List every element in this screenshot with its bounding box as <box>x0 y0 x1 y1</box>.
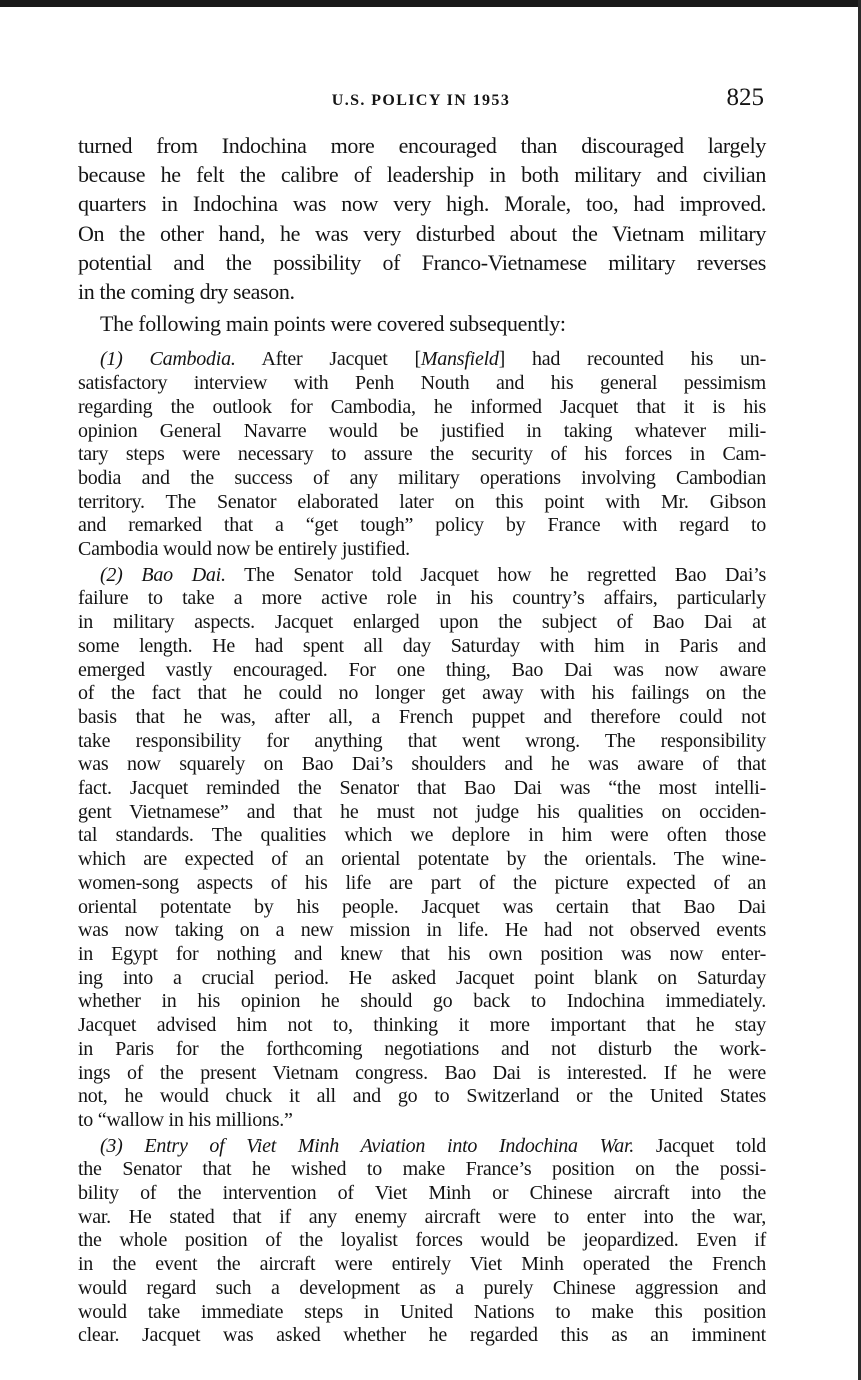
intro-paragraph <box>78 309 766 338</box>
text-fragment: The Senator told Jacquet how he regretted Bao Dai’s <box>225 563 767 586</box>
text-line: whether in his opinion he should go back to Indochina immediately. <box>78 990 766 1013</box>
text-line: of the fact that he could no longer get away with his failings on the <box>78 682 766 705</box>
text-line: in Egypt for nothing and knew that his own position was now enter- <box>78 943 766 965</box>
text-line: tal standards. The qualities which we deplore in him were often those <box>78 824 766 847</box>
text-line: clear. Jacquet was asked whether he regarded this as an imminent <box>78 1324 766 1347</box>
text-line: fact. Jacquet reminded the Senator that Bao Dai was “the most intelli- <box>78 777 766 800</box>
text-fragment: ] had recounted his un- <box>498 348 767 371</box>
text-line: failure to take a more active role in his country’s affairs, particularly <box>78 587 766 610</box>
text-line: was now taking on a new mission in life. He had not observed events <box>78 919 766 942</box>
point-bao-dai <box>78 564 766 1133</box>
text-line: in the coming dry season. <box>78 279 295 305</box>
text-line: war. He stated that if any enemy aircraft were to enter into the war, <box>78 1205 766 1228</box>
continued-paragraph <box>78 131 766 306</box>
text-line: The following main points were covered subsequently: <box>100 311 566 337</box>
text-line: ing into a crucial period. He asked Jacquet point blank on Saturday <box>78 966 766 989</box>
text-line: in military aspects. Jacquet enlarged upon the subject of Bao Dai at <box>78 611 766 634</box>
text-line: oriental potentate by his people. Jacquet was certain that Bao Dai <box>78 895 766 918</box>
text-line: potential and the possibility of Franco-Vietnamese military reverses <box>78 249 766 275</box>
text-line: and remarked that a “get tough” policy by France with regard to <box>78 514 766 537</box>
text-line: bility of the intervention of Viet Minh or Chinese aircraft into the <box>78 1182 766 1205</box>
scan-top-edge <box>0 0 861 7</box>
text-line: satisfactory interview with Penh Nouth and his general pessimism <box>78 372 766 395</box>
text-line: in the event the aircraft were entirely Viet Minh operated the French <box>78 1253 766 1276</box>
text-line: On the other hand, he was very disturbed about the Vietnam military <box>78 220 766 246</box>
point-title: Bao Dai. <box>141 563 226 586</box>
numbered-points <box>78 348 766 1348</box>
point-number: (3) <box>100 1134 123 1157</box>
text-line: to “wallow in his millions.” <box>78 1108 293 1131</box>
text-line: tary steps were necessary to assure the security of his forces in Cam- <box>78 443 766 466</box>
text-fragment: After Jacquet [ <box>235 348 421 371</box>
point-number: (2) <box>100 563 123 586</box>
text-line: take responsibility for anything that went wrong. The responsibility <box>78 729 766 752</box>
point-first-line <box>78 1135 766 1159</box>
point-first-line <box>78 564 766 588</box>
text-line: opinion General Navarre would be justified in taking whatever mili- <box>78 419 766 442</box>
page-number: 825 <box>726 84 764 111</box>
point-title: Entry of Viet Minh Aviation into Indochina War. <box>144 1134 635 1157</box>
body-text <box>78 131 766 1350</box>
point-title: Cambodia. <box>149 348 236 371</box>
text-line: ings of the present Vietnam congress. Bao Dai is interested. If he were <box>78 1061 766 1084</box>
text-line: gent Vietnamese” and that he must not judge his qualities on occiden- <box>78 800 766 823</box>
text-line: Cambodia would now be entirely justified. <box>78 538 410 561</box>
text-line: some length. He had spent all day Saturday with him in Paris and <box>78 634 766 657</box>
text-fragment: Jacquet told <box>634 1134 766 1157</box>
text-line: regarding the outlook for Cambodia, he informed Jacquet that it is his <box>78 395 766 418</box>
point-cambodia <box>78 348 766 561</box>
bracketed-name: Mansfield <box>420 348 499 371</box>
text-line: was now squarely on Bao Dai’s shoulders and he was aware of that <box>78 753 766 776</box>
text-line: women-song aspects of his life are part of the picture expected of an <box>78 871 766 894</box>
text-line: bodia and the success of any military operations involving Cambodian <box>78 466 766 489</box>
text-line: territory. The Senator elaborated later on this point with Mr. Gibson <box>78 490 766 513</box>
text-line: emerged vastly encouraged. For one thing, Bao Dai was now aware <box>78 658 766 681</box>
text-line: in Paris for the forthcoming negotiations and not disturb the work- <box>78 1037 766 1060</box>
text-line: the Senator that he wished to make France’s position on the possi- <box>78 1158 766 1181</box>
text-line: which are expected of an oriental potentate by the orientals. The wine- <box>78 848 766 871</box>
page-header <box>78 84 764 118</box>
lead-section <box>78 131 766 338</box>
text-line: because he felt the calibre of leadership in both military and civilian <box>78 162 766 188</box>
text-line: basis that he was, after all, a French puppet and therefore could not <box>78 705 766 728</box>
text-line: quarters in Indochina was now very high. Morale, too, had improved. <box>78 191 766 217</box>
text-line: not, he would chuck it all and go to Switzerland or the United States <box>78 1085 766 1108</box>
running-head: U.S. POLICY IN 1953 <box>331 92 511 109</box>
text-line: would regard such a development as a purely Chinese aggression and <box>78 1276 766 1299</box>
point-number: (1) <box>100 348 123 371</box>
point-aviation <box>78 1135 766 1348</box>
text-line: the whole position of the loyalist forces would be jeopardized. Even if <box>78 1229 766 1252</box>
text-line: would take immediate steps in United Nations to make this position <box>78 1300 766 1323</box>
point-first-line <box>78 348 766 372</box>
text-line: Jacquet advised him not to, thinking it more important that he stay <box>78 1014 766 1037</box>
text-line: turned from Indochina more encouraged than discouraged largely <box>78 133 766 158</box>
